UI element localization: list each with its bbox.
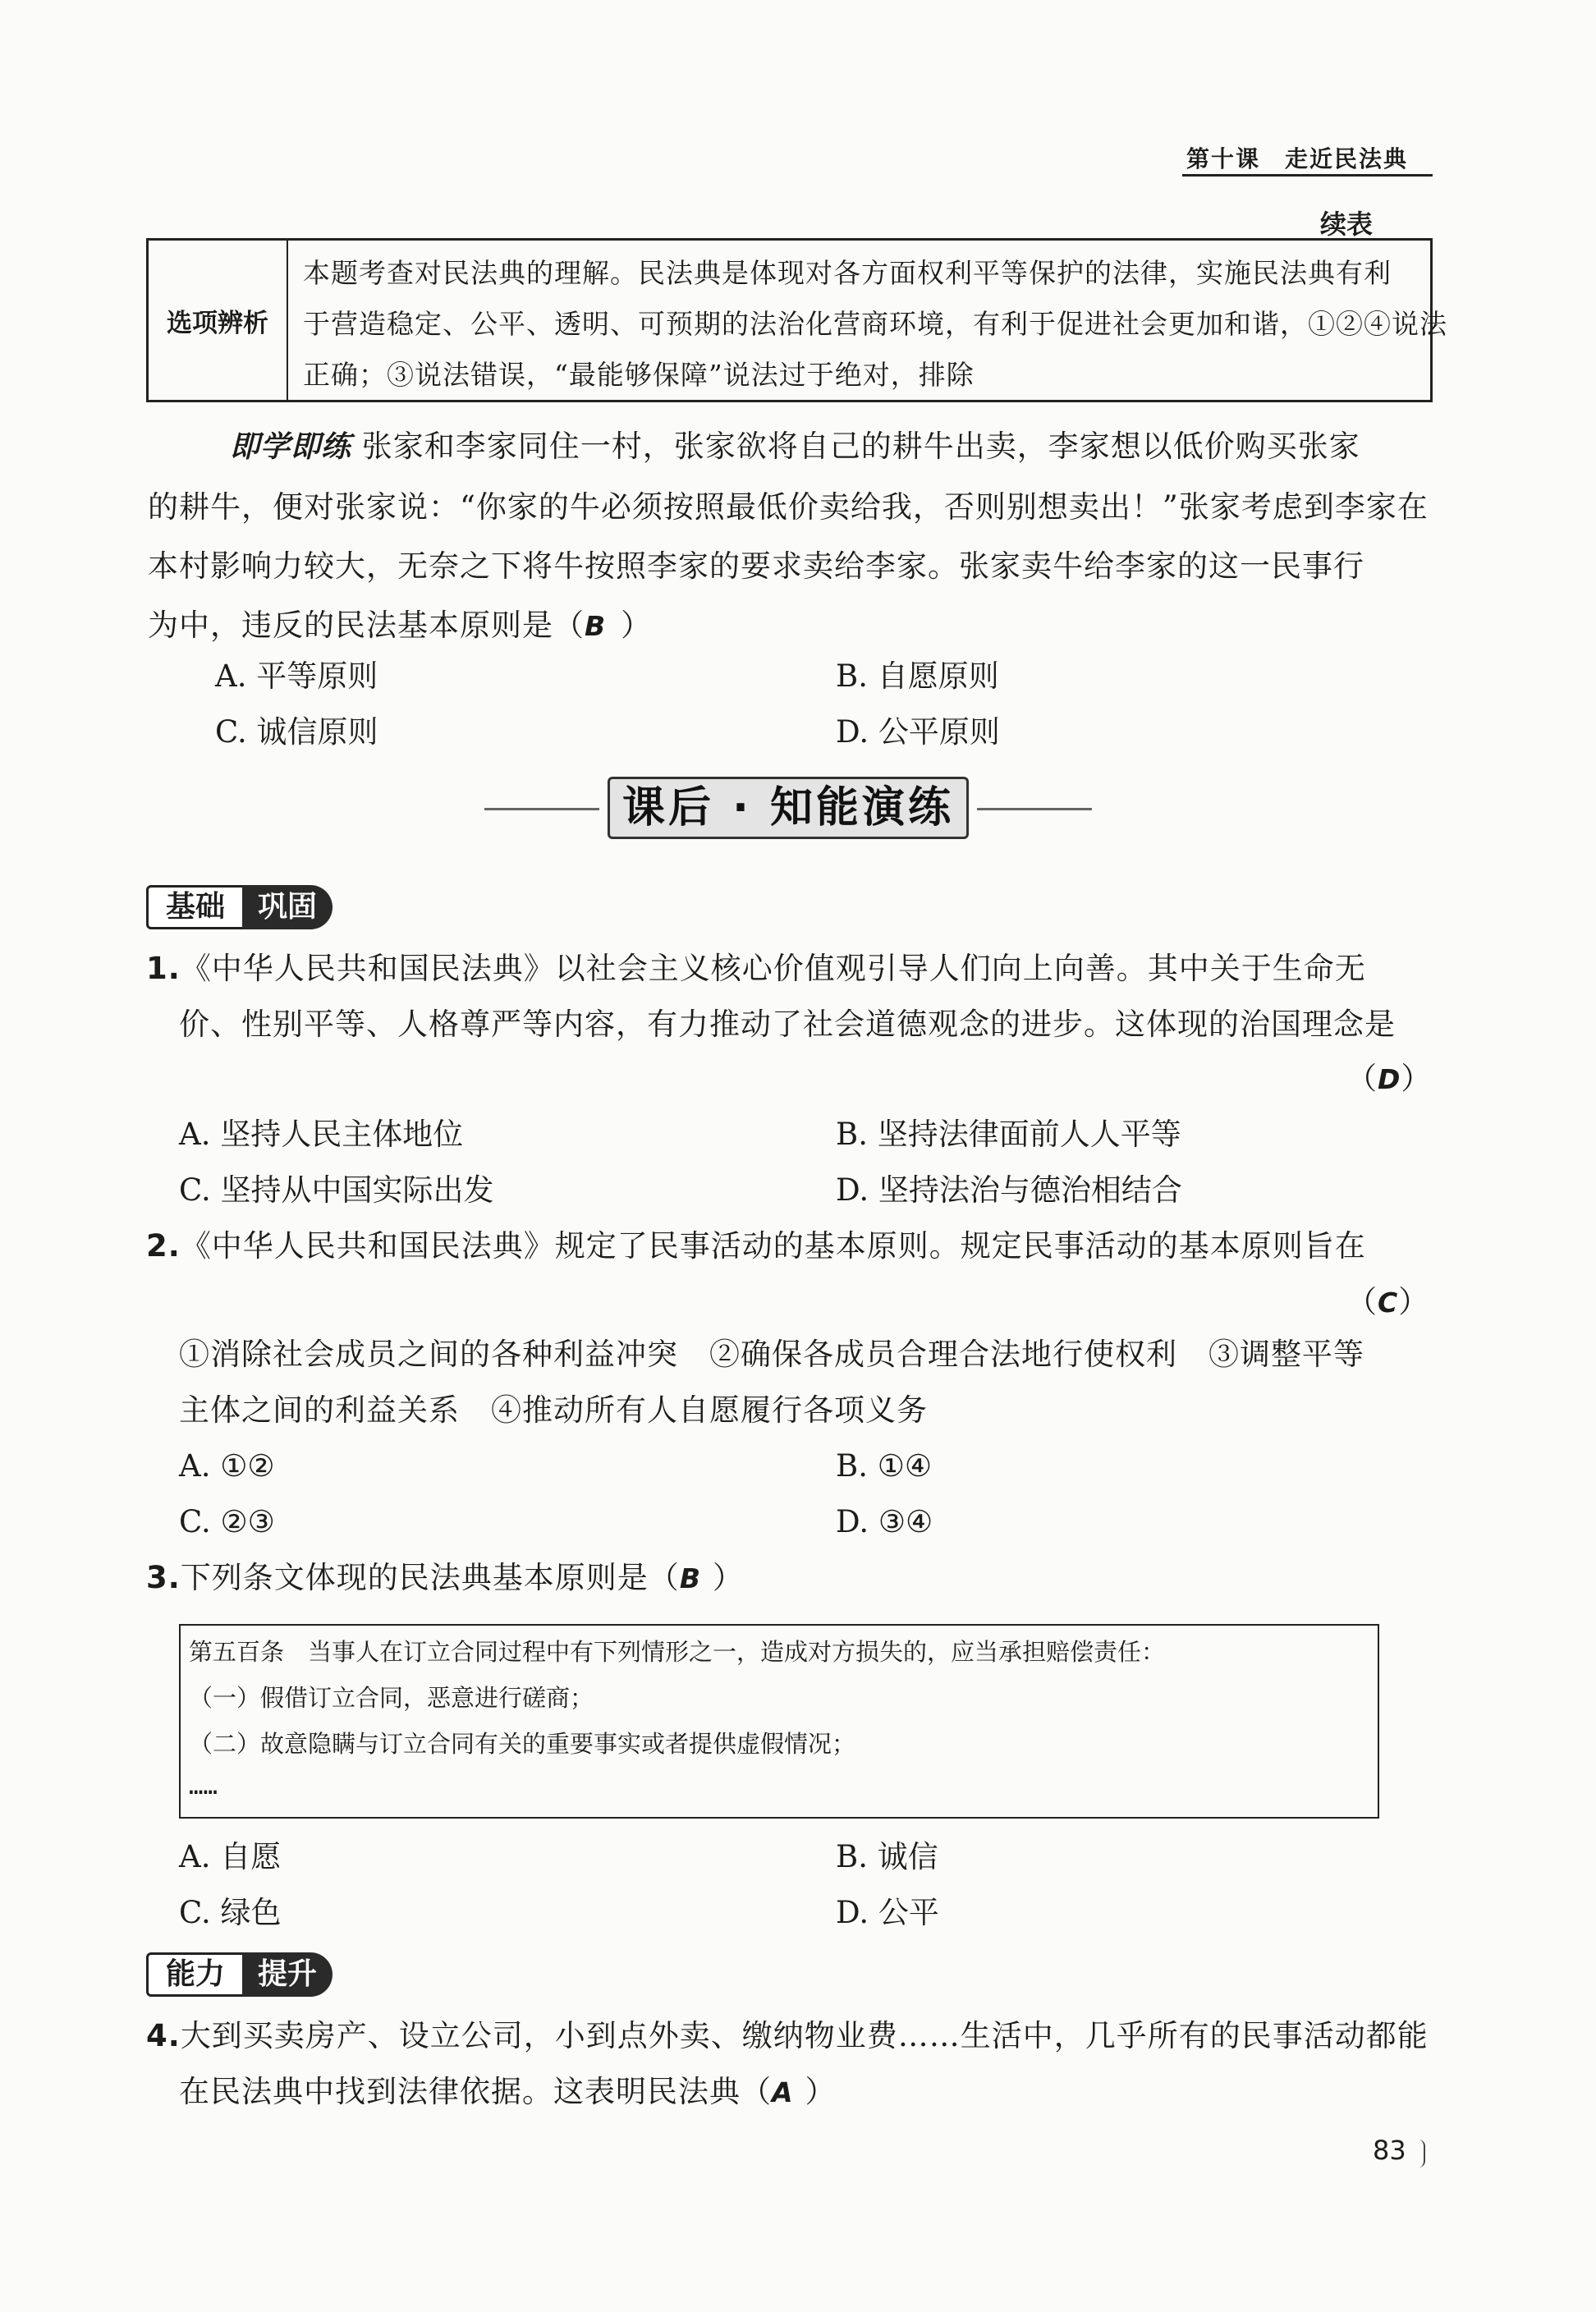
section-title-text: 课后 · 知能演练: [622, 783, 954, 833]
statute-line: ……: [189, 1772, 218, 1800]
chapter-title: 第十课 走近民法典: [1186, 145, 1409, 172]
q3-option-a: A. 自愿: [179, 1839, 282, 1874]
analysis-line: 于营造稳定、公平、透明、可预期的法治化营商环境，有利于促进社会更加和谐，①②④说法: [303, 308, 1447, 340]
statute-line: 第五百条 当事人在订立合同过程中有下列情形之一，造成对方损失的，应当承担赔偿责任：: [189, 1638, 1166, 1666]
q1-text: 价、性别平等、人格尊严等内容，有力推动了社会道德观念的进步。这体现的治国理念是: [179, 1007, 1396, 1042]
q2-close: ）: [1398, 1284, 1430, 1319]
q3-option-d: D. 公平: [836, 1895, 939, 1930]
q2-option-b: B. ①④: [836, 1448, 933, 1484]
q4-close: ）: [805, 2074, 837, 2109]
q4-line: [146, 2016, 1429, 2056]
badge-basic-right: 巩固: [242, 885, 332, 929]
q2-answer-bracket: [1346, 1282, 1429, 1323]
analysis-table: [146, 238, 1447, 402]
page-number: 83: [1373, 2135, 1406, 2166]
section-title: [608, 773, 969, 842]
q2-statements: ①消除社会成员之间的各种利益冲突 ②确保各成员合理合法地行使权利 ③调整平等: [179, 1337, 1364, 1372]
q2-open: （: [1346, 1284, 1378, 1319]
q3-option-c: C. 绿色: [179, 1895, 282, 1930]
q1-answer-bracket: [1346, 1059, 1432, 1099]
practice-question-line: [148, 606, 652, 646]
header-rule: [1182, 174, 1433, 177]
practice-option-d: D. 公平原则: [836, 714, 1000, 750]
q2-option-c: C. ②③: [179, 1504, 275, 1539]
practice-option-a: A. 平等原则: [215, 658, 378, 694]
q1-line: [146, 949, 1366, 989]
statute-line: （一）假借订立合同，恶意进行磋商；: [189, 1684, 594, 1712]
q4-text: 在民法典中找到法律依据。这表明民法典（: [179, 2074, 772, 2109]
practice-tag: 即学即练: [230, 430, 352, 464]
q3-answer: B: [679, 1562, 701, 1594]
q4-line: [179, 2072, 837, 2112]
practice-paragraph: [230, 427, 1360, 467]
statute-box: [179, 1624, 1379, 1819]
q2-text: 《中华人民共和国民法典》规定了民事活动的基本原则。规定民事活动的基本原则旨在: [180, 1228, 1366, 1264]
q4-number: 4.: [146, 2018, 181, 2053]
practice-line: 本村影响力较大，无奈之下将牛按照李家的要求卖给李家。张家卖牛给李家的这一民事行: [148, 548, 1364, 584]
q1-close: ）: [1401, 1061, 1433, 1096]
q1-option-a: A. 坚持人民主体地位: [179, 1117, 464, 1152]
practice-line: 为中，违反的民法基本原则是（: [148, 608, 585, 643]
practice-line: 的耕牛，便对张家说：“你家的牛必须按照最低价卖给我，否则别想卖出！”张家考虑到李家在: [148, 489, 1429, 525]
q2-option-a: A. ①②: [179, 1448, 275, 1484]
q3-text: 下列条文体现的民法典基本原则是（: [180, 1560, 680, 1595]
practice-close: ）: [621, 608, 653, 643]
q2-line: [146, 1227, 1366, 1266]
q2-statements: 主体之间的利益关系 ④推动所有人自愿履行各项义务: [179, 1392, 928, 1428]
practice-option-b: B. 自愿原则: [836, 658, 999, 694]
q1-number: 1.: [146, 951, 181, 986]
badge-basic-left: 基础: [146, 885, 245, 929]
q1-option-b: B. 坚持法律面前人人平等: [836, 1117, 1181, 1152]
q2-option-d: D. ③④: [836, 1504, 933, 1539]
analysis-line: 正确；③说法错误，“最能够保障”说法过于绝对，排除: [303, 359, 975, 391]
title-decoration-left: [484, 808, 599, 810]
badge-ability-left: 能力: [146, 1952, 245, 1997]
analysis-label: 选项辨析: [149, 241, 288, 400]
q4-answer: A: [772, 2076, 794, 2108]
page-number-bracket: [1414, 2140, 1425, 2168]
q4-text: 大到买卖房产、设立公司，小到点外卖、缴纳物业费……生活中，几乎所有的民事活动都能: [180, 2018, 1429, 2053]
practice-answer: B: [585, 610, 607, 642]
badge-ability-right: 提升: [242, 1952, 332, 1997]
q3-close: ）: [712, 1560, 744, 1595]
analysis-line: 本题考查对民法典的理解。民法典是体现对各方面权利平等保护的法律，实施民法典有利: [303, 257, 1392, 289]
q1-option-c: C. 坚持从中国实际出发: [179, 1172, 494, 1208]
practice-line: 张家和李家同住一村，张家欲将自己的耕牛出卖，李家想以低价购买张家: [361, 429, 1360, 464]
q1-option-d: D. 坚持法治与德治相结合: [836, 1172, 1182, 1208]
title-decoration-right: [977, 808, 1092, 810]
q3-number: 3.: [146, 1560, 181, 1595]
table-continued-label: 续表: [1320, 209, 1374, 240]
statute-line: （二）故意隐瞒与订立合同有关的重要事实或者提供虚假情况；: [189, 1730, 856, 1758]
q2-answer: C: [1378, 1287, 1399, 1319]
q1-open: （: [1346, 1061, 1378, 1096]
q3-line: [146, 1558, 744, 1599]
q1-text: 《中华人民共和国民法典》以社会主义核心价值观引导人们向上向善。其中关于生命无: [180, 951, 1366, 986]
q1-answer: D: [1378, 1063, 1401, 1095]
practice-option-c: C. 诚信原则: [215, 714, 378, 750]
q3-option-b: B. 诚信: [836, 1839, 938, 1874]
q2-number: 2.: [146, 1228, 181, 1264]
